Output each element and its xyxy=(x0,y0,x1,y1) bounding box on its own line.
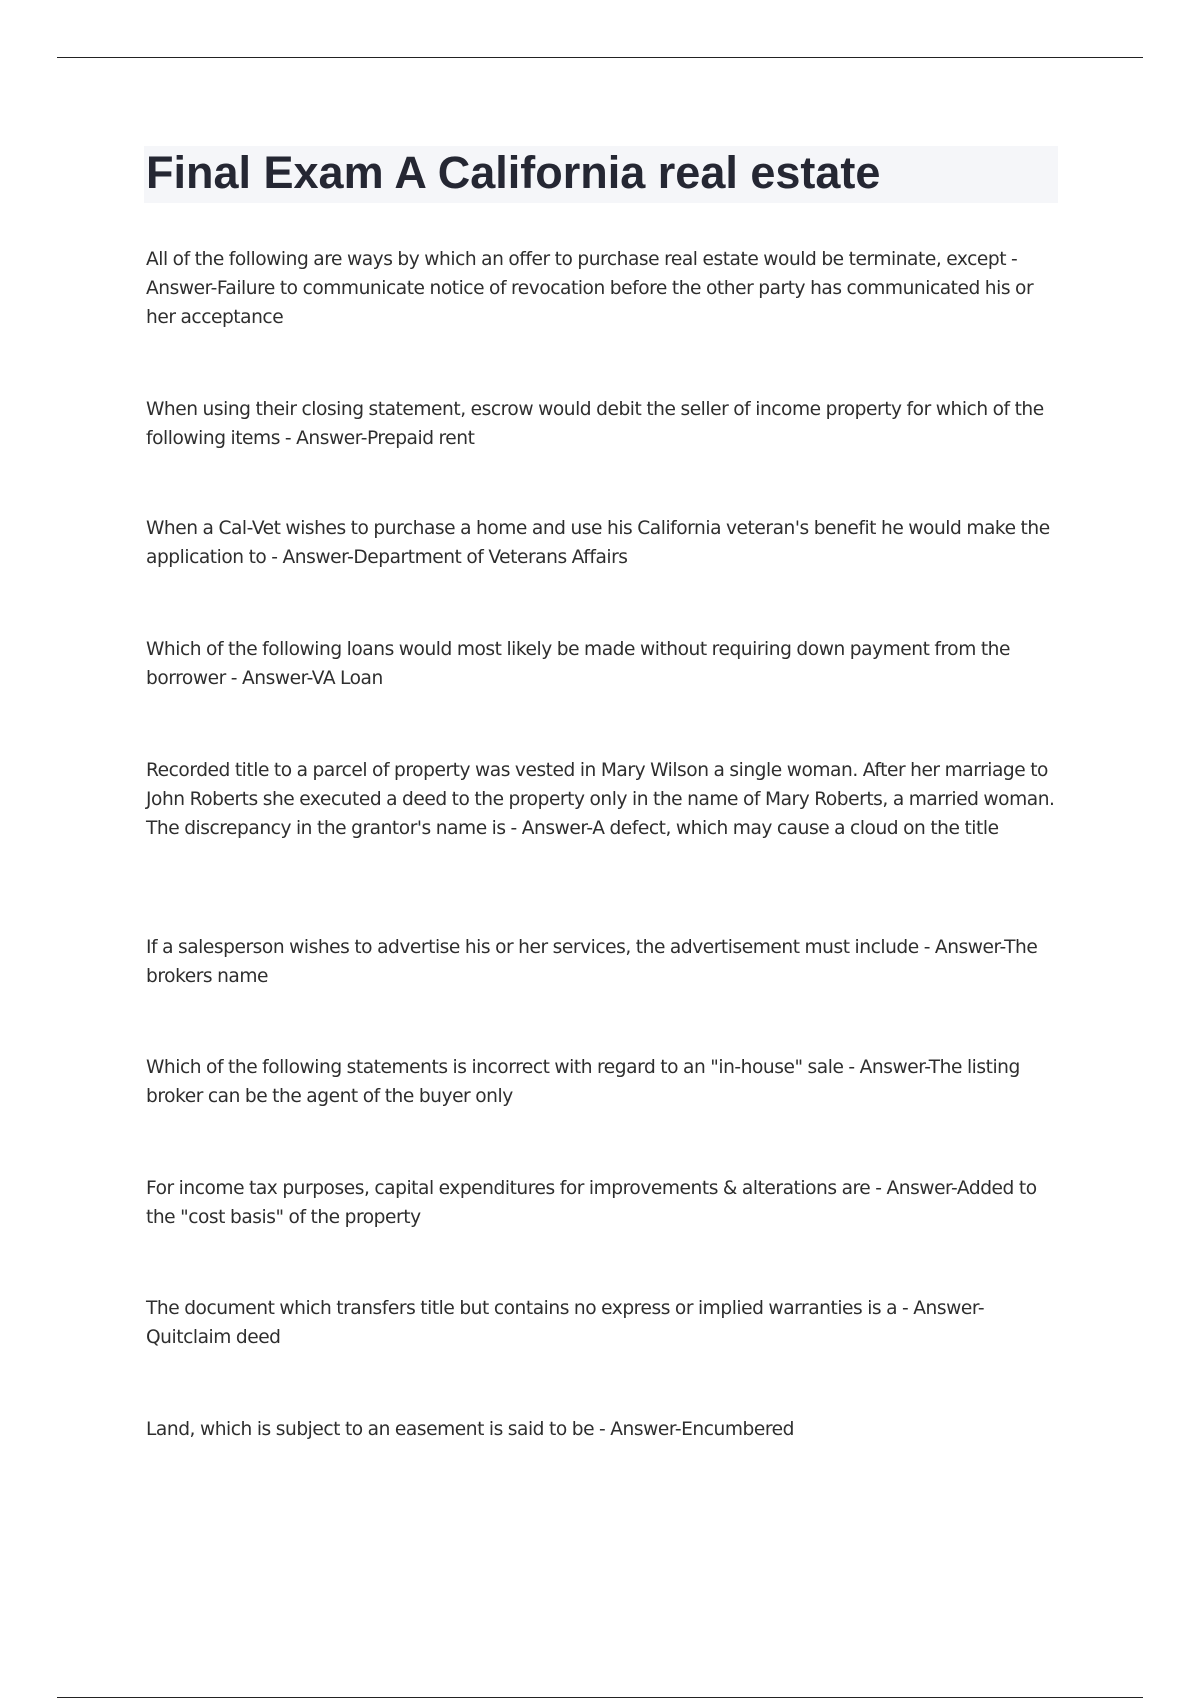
header-rule xyxy=(57,57,1143,58)
qa-item-1: All of the following are ways by which an offer to purchase real estate would be terminate, except - Answer-Failure to communicate notice of revocation before the other party has communicated his or her acceptance xyxy=(146,249,1034,328)
qa-item-7: Which of the following statements is incorrect with regard to an "in-house" sale - Answer-The listing broker can be the agent of the buyer only xyxy=(146,1057,1020,1107)
qa-item-9: The document which transfers title but contains no express or implied warranties is a - Answer-Quitclaim deed xyxy=(146,1298,985,1348)
qa-item-4: Which of the following loans would most likely be made without requiring down payment from the borrower - Answer-VA Loan xyxy=(146,639,1010,689)
qa-item-10: Land, which is subject to an easement is said to be - Answer-Encumbered xyxy=(146,1419,794,1440)
qa-item-3: When a Cal-Vet wishes to purchase a home and use his California veteran's benefit he would make the application to - Answer-Department of Veterans Affairs xyxy=(146,518,1050,568)
page-title: Final Exam A California real estate xyxy=(146,147,881,198)
qa-item-2: When using their closing statement, escrow would debit the seller of income property for which of the following items - Answer-Prepaid rent xyxy=(146,399,1044,449)
footer-rule xyxy=(57,1697,1143,1698)
qa-item-6: If a salesperson wishes to advertise his or her services, the advertisement must include - Answer-The brokers name xyxy=(146,937,1038,987)
qa-item-5: Recorded title to a parcel of property was vested in Mary Wilson a single woman. After her marriage to John Roberts she executed a deed to the property only in the name of Mary Roberts, a married woman. The discrepancy in the grantor's name is - Answer-A defect, which may cause a cloud on the title xyxy=(146,760,1055,839)
qa-item-8: For income tax purposes, capital expenditures for improvements & alterations are - Answer-Added to the "cost basis" of the property xyxy=(146,1178,1037,1228)
